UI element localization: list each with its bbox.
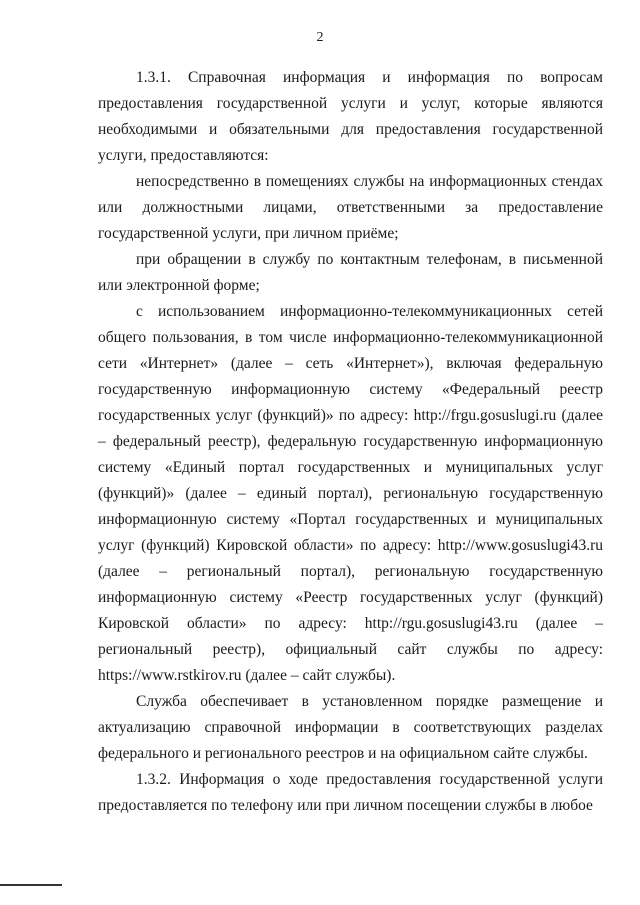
paragraph-in-person: непосредственно в помещениях службы на информационных стендах или должностными лицами, ответственными за предоставление государственной услуги, при личном приёме;: [98, 173, 603, 242]
footnote-divider: [0, 884, 62, 886]
paragraph-by-phone: при обращении в службу по контактным телефонам, в письменной или электронной форме;: [98, 251, 603, 294]
page-number: 2: [316, 30, 324, 45]
paragraph-1-3-1: 1.3.1. Справочная информация и информация по вопросам предоставления государственной услуги и услуг, которые являются необходимыми и обязательными для предоставления государственной услуги, предоставляются:: [98, 69, 603, 164]
document-body: [98, 65, 603, 819]
paragraph-service-provides: Служба обеспечивает в установленном порядке размещение и актуализацию справочной информации в соответствующих разделах федерального и регионального реестров и на официальном сайте службы.: [98, 693, 603, 762]
paragraph-1-3-2: 1.3.2. Информация о ходе предоставления государственной услуги предоставляется по телефону или при личном посещении службы в любое: [98, 771, 603, 814]
paragraph-internet: с использованием информационно-телекоммуникационных сетей общего пользования, в том числе информационно-телекоммуникационной сети «Интернет» (далее – сеть «Интернет»), включая федеральную государственную информационную систему «Федеральный реестр государственных услуг (функций)» по адресу: http://frgu.gosuslugi.ru (далее – федеральный реестр), федеральную государственную информационную систему «Единый портал государственных и муниципальных услуг (функций)» (далее – единый портал), региональную государственную информационную систему «Портал государственных и муниципальных услуг (функций) Кировской области» по адресу: http://www.gosuslugi43.ru (далее – региональный портал), региональную государственную информационную систему «Реестр государственных услуг (функций) Кировской области» по адресу: http://rgu.gosuslugi43.ru (далее – региональный реестр), официальный сайт службы по адресу: https://www.rstkirov.ru (далее – сайт службы).: [98, 303, 603, 684]
